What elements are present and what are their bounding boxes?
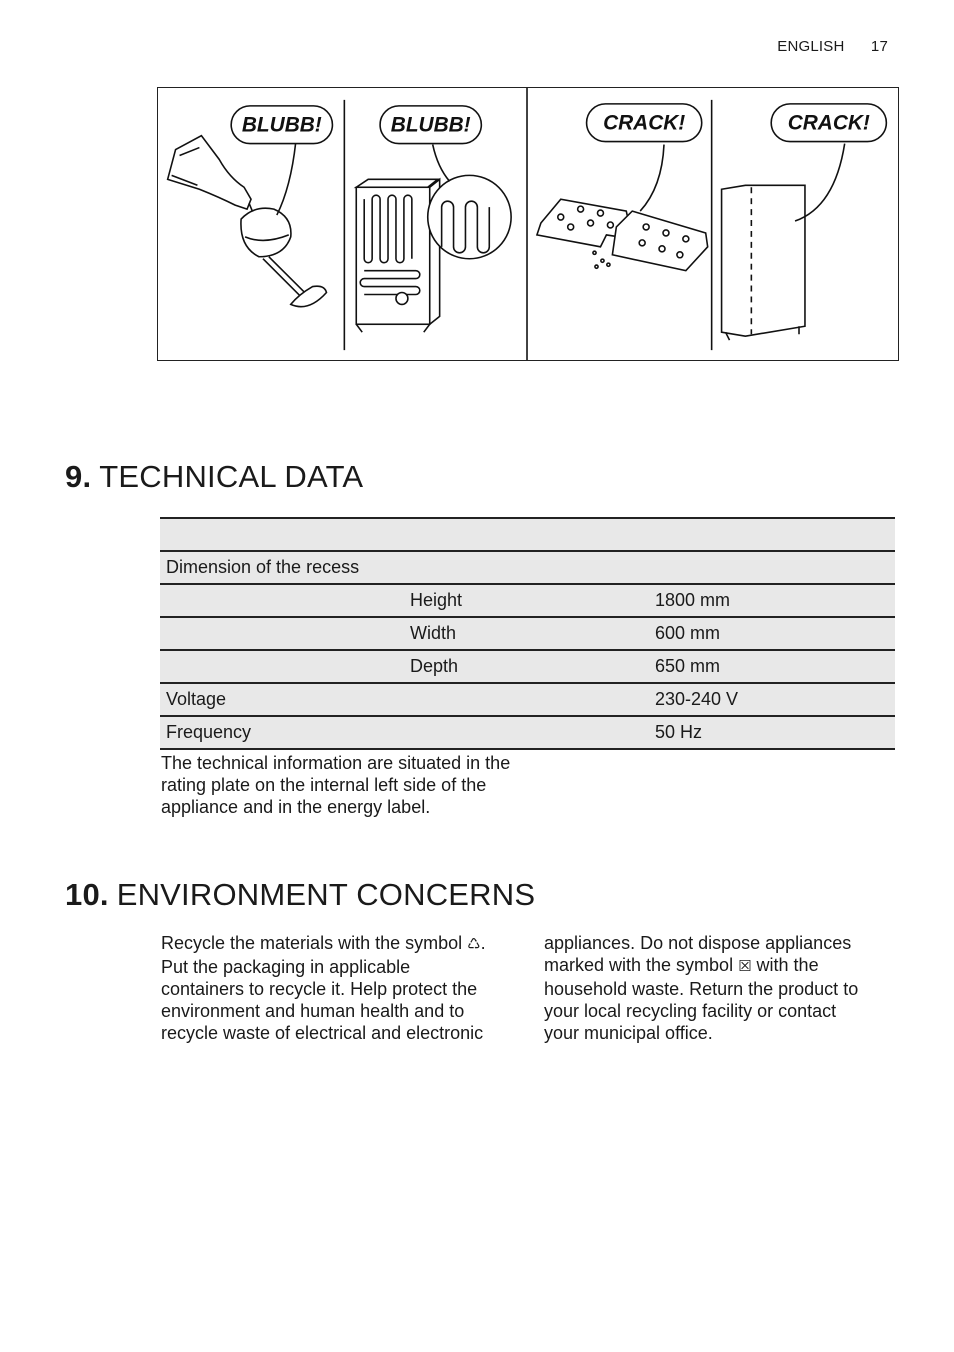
bubble-label-2: BLUBB!: [390, 113, 471, 137]
table-row: [160, 682, 895, 715]
table-row: [160, 583, 895, 616]
table-cell: Frequency: [166, 722, 252, 742]
table-row: [160, 550, 895, 583]
section-title: TECHNICAL DATA: [99, 459, 364, 494]
table-cell: 50 Hz: [655, 722, 703, 742]
table-cell: 1800 mm: [655, 590, 731, 610]
section-number: 10.: [65, 877, 109, 912]
coil-zoom-circle: [428, 175, 511, 258]
table-cell: Depth: [410, 656, 459, 676]
section-title: ENVIRONMENT CONCERNS: [116, 877, 536, 912]
table-cell: Voltage: [166, 689, 227, 709]
table-row: [160, 517, 895, 550]
noise-illustration: [157, 87, 899, 361]
table-cell: 600 mm: [655, 623, 721, 643]
technical-data-heading: [65, 459, 363, 495]
section-number: 9.: [65, 459, 92, 494]
fridge-coil-icon: [356, 179, 439, 332]
table-cell: Width: [410, 623, 457, 643]
text-part: with the household waste. Return the product to your local recycling facility or contact your municipal office.: [544, 955, 859, 1043]
bubble-label-3: CRACK!: [603, 111, 686, 135]
bottle-pouring-icon: [168, 136, 327, 307]
closed-fridge-icon: [722, 185, 805, 340]
text-part: appliances. Do not dispose appliances marked with the symbol: [544, 933, 852, 975]
bubble-tail: [433, 145, 450, 182]
noise-illustration-svg: [158, 88, 898, 360]
bubble-tail: [277, 143, 296, 215]
table-cell: Height: [410, 590, 463, 610]
table-row: [160, 616, 895, 649]
bubble-label-4: CRACK!: [787, 111, 870, 135]
header-page-number: 17: [870, 38, 888, 55]
bubble-tail: [640, 145, 664, 212]
ice-tray-crack-icon: [537, 199, 708, 270]
technical-data-table: [160, 517, 895, 750]
technical-note: The technical information are situated in the rating plate on the internal left side of the appliance and in the energy label.: [161, 753, 511, 817]
table-cell: 650 mm: [655, 656, 721, 676]
environment-text-col1: [161, 932, 491, 1044]
page-header: [755, 38, 888, 55]
bubble-label-1: BLUBB!: [241, 113, 322, 137]
table-row: [160, 715, 895, 750]
text-part: Recycle the materials with the symbol: [161, 933, 468, 953]
crossed-bin-icon: ☒: [738, 958, 752, 975]
table-cell: 230-240 V: [655, 689, 739, 709]
text-part: . Put the packaging in applicable containers to recycle it. Help protect the environment and human health and to recycle waste of electrical and electronic: [161, 933, 486, 1043]
table-cell: Dimension of the recess: [166, 557, 360, 577]
environment-heading: [65, 877, 535, 913]
table-row: [160, 649, 895, 682]
header-language: ENGLISH: [777, 38, 845, 55]
environment-text-col2: [544, 932, 874, 1044]
recycle-icon: ♺: [467, 936, 481, 953]
